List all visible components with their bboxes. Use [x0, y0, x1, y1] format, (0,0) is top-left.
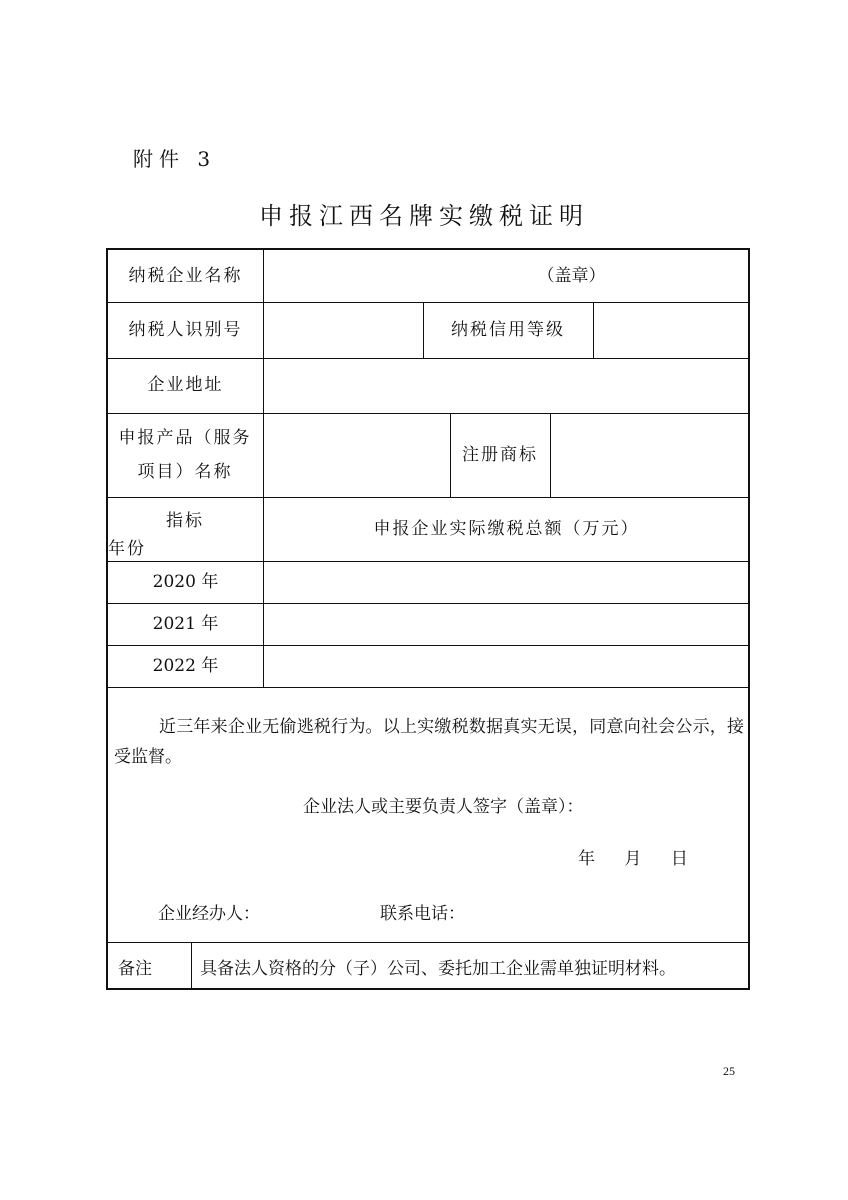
company-name-field[interactable]: （盖章） [537, 265, 606, 286]
trademark-field[interactable] [550, 413, 750, 497]
phone-label: 联系电话： [380, 904, 465, 924]
attachment-label: 附件 3 [133, 147, 217, 171]
credit-grade-label: 纳税信用等级 [451, 319, 565, 340]
year-2020-label: 2020 年 [152, 571, 219, 592]
note-text: 具备法人资格的分（子）公司、委托加工企业需单独证明材料。 [200, 958, 676, 979]
credit-grade-field[interactable] [593, 302, 750, 358]
address-label: 企业地址 [147, 375, 224, 396]
year-2022-label: 2022 年 [152, 655, 219, 676]
year-2021-label: 2021 年 [152, 613, 219, 634]
document-title: 申报江西名牌实缴税证明 [259, 202, 589, 230]
tax-2022-field[interactable] [263, 645, 750, 687]
tax-2020-field[interactable] [263, 561, 750, 603]
row-divider [108, 687, 748, 688]
tax-total-header: 申报企业实际缴税总额（万元） [373, 518, 640, 539]
address-field[interactable] [263, 358, 750, 413]
product-label: 申报产品（服务项目）名称 [118, 428, 252, 482]
indicator-label: 指标 [166, 511, 204, 531]
handler-label: 企业经办人： [158, 904, 260, 924]
trademark-label: 注册商标 [462, 444, 538, 465]
signature-date [578, 844, 712, 869]
signature-label: 企业法人或主要负责人签字（盖章）： [303, 797, 584, 817]
date-day-label: 日 [670, 849, 688, 869]
tax-certificate-form [106, 248, 750, 990]
taxpayer-id-label: 纳税人识别号 [128, 319, 243, 340]
declaration-statement: 近三年来企业无偷逃税行为。以上实缴税数据真实无误，同意向社会公示，接受监督。 [114, 717, 744, 767]
date-year-label: 年 [578, 849, 595, 869]
tax-2021-field[interactable] [263, 603, 750, 645]
product-field[interactable] [263, 413, 450, 497]
taxpayer-id-field[interactable] [263, 302, 423, 358]
page-number: 25 [723, 1064, 735, 1078]
year-label: 年份 [108, 539, 146, 559]
date-month-label: 月 [624, 849, 642, 869]
note-label: 备注 [118, 958, 152, 979]
company-name-label: 纳税企业名称 [128, 265, 243, 286]
